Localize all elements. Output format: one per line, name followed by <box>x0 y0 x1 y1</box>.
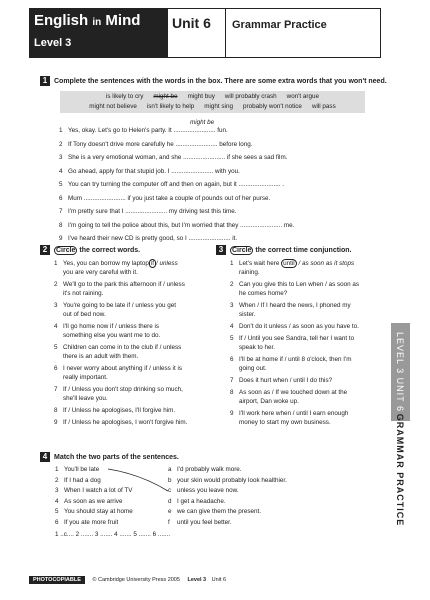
list-item: 4 I'll go home now if / unless there is <box>54 323 160 330</box>
list-item: going out. <box>239 365 267 372</box>
list-item: 6 Mum ........................ if you just take a couple of pounds out of her purse. <box>59 194 271 202</box>
list-item: raining. <box>239 269 260 276</box>
list-item: 1 Let's wait here until / as soon as it stops <box>230 260 355 267</box>
list-item: a I'd probably walk more. <box>168 466 242 473</box>
list-item: 2 If Tony doesn't drive more carefully he ........................ before long. <box>59 140 253 148</box>
list-item: out of bed now. <box>63 311 106 318</box>
list-item: he comes home? <box>239 290 288 297</box>
list-item: 5 Children can come in to the club if / unless <box>54 344 182 351</box>
list-item: 8 If / Unless he apologises, I'll forgive him. <box>54 407 176 414</box>
list-item: f until you feel better. <box>168 518 232 526</box>
word-box: is likely to cry might be might buy will probably crash won't argue might not believe isn't likely to help might sing probably won't notice will pass <box>60 91 365 113</box>
ex2-heading: 2 Circle the correct words. <box>40 245 140 255</box>
list-item: 7 I'm pretty sure that I ........................ my driving test this time. <box>59 208 237 215</box>
ex3-heading: 3 Circle the correct time conjunction. <box>216 245 352 255</box>
list-item: money to start my own business. <box>239 419 331 426</box>
photocopiable-badge: PHOTOCOPIABLE <box>29 576 85 584</box>
list-item: e we can give them the present. <box>168 508 262 515</box>
list-item: 5 You should stay at home <box>55 508 133 515</box>
list-item: 8 I'm going to tell the police about this, but I'm worried that they ........................ me. <box>59 221 295 229</box>
list-item: 2 If I had a dog <box>55 476 101 484</box>
answer-line: 1 ..c.... 2 ....... 3 ....... 4 ....... 5 ....... 6 ....... <box>55 531 171 538</box>
list-item: 1 Yes, okay. Let's go to Helen's party. It ........................ fun. <box>59 127 228 134</box>
list-item: 9 I'll work here when / until I earn enough <box>230 410 349 417</box>
level-label: Level 3 <box>34 37 72 49</box>
list-item: 6 I never worry about anything if / unless it is <box>54 365 182 372</box>
list-item: 7 Does it hurt when / until I do this? <box>230 377 333 384</box>
unit-label: Unit 6 <box>167 9 225 57</box>
list-item: airport, Dan woke up. <box>239 398 299 405</box>
list-item: there is an adult with them. <box>63 353 139 360</box>
list-item: 1 You'll be late <box>55 466 100 473</box>
list-item: 6 If you ate more fruit <box>55 518 119 526</box>
list-item: it's not raining. <box>63 290 104 297</box>
section-title: Grammar Practice <box>225 9 380 57</box>
list-item: 9 I've heard their new CD is pretty good, so I ........................ it. <box>59 235 238 242</box>
ex1-heading: 1 Complete the sentences with the words in the box. There are some extra words that you won't need. <box>40 76 387 86</box>
list-item: 4 As soon as we arrive <box>55 497 123 505</box>
list-item: 6 I'll be at home if / until 8 o'clock, then I'm <box>230 356 352 363</box>
ex4-heading: 4 Match the two parts of the sentences. <box>40 452 179 462</box>
list-item: 4 Go ahead, apply for that stupid job. I ........................ with you. <box>59 167 240 175</box>
list-item: 5 You can try turning the computer off and then on again, but it ........................ . <box>59 181 284 188</box>
list-item: 3 She is a very emotional woman, and she ........................ if she sees a sad film. <box>59 154 288 161</box>
list-item: 4 Don't do it unless / as soon as you have to. <box>230 323 359 330</box>
list-item: something else you want me to do. <box>63 332 161 339</box>
list-item: 7 If / Unless you don't stop drinking so much, <box>54 386 183 393</box>
list-item: 3 When / If I heard the news, I phoned my <box>230 302 351 309</box>
list-item: 2 We'll go to the park this afternoon if / unless <box>54 281 185 288</box>
list-item: 1 Yes, you can borrow my laptop if / unless <box>54 260 178 267</box>
list-item: c unless you leave now. <box>168 487 239 494</box>
list-item: 8 As soon as / If we touched down at the <box>230 389 348 396</box>
list-item: she'll leave you. <box>63 395 108 402</box>
logo: English in Mind Level 3 <box>30 9 167 57</box>
example-answer: might be <box>190 119 215 126</box>
list-item: b your skin would probably look healthier. <box>168 476 287 484</box>
list-item: speak to her. <box>239 344 276 351</box>
list-item: 9 If / Unless he apologises, I won't forgive him. <box>54 419 188 426</box>
side-tab-label: LEVEL 3 UNIT 6 <box>395 331 405 413</box>
list-item: really important. <box>63 374 108 381</box>
list-item: you are very careful with it. <box>63 269 138 276</box>
list-item: 3 You're going to be late if / unless you get <box>54 302 176 309</box>
list-item: sister. <box>239 311 256 318</box>
side-label: GRAMMAR PRACTICE <box>395 413 405 527</box>
footer: PHOTOCOPIABLE © Cambridge University Press 2005 Level 3 Unit 6 <box>29 577 226 583</box>
list-item: d I get a headache. <box>168 497 226 505</box>
list-item: 5 If / Until you see Sandra, tell her I want to <box>230 335 355 342</box>
list-item: 3 When I watch a lot of TV <box>55 487 133 494</box>
list-item: 2 Can you give this to Len when / as soon as <box>230 281 360 288</box>
